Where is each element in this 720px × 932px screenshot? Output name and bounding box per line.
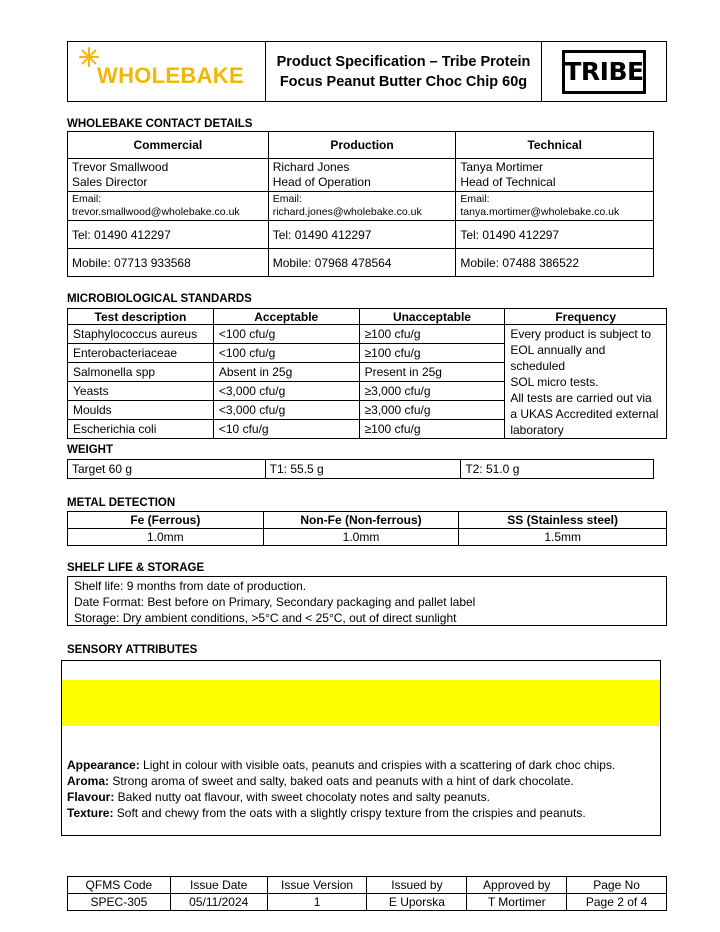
frequency-cell — [505, 325, 667, 439]
unacceptable-value: ≥100 cfu/g — [359, 344, 505, 363]
contact-role: Sales Director — [72, 175, 148, 189]
telephone: Tel: 01490 412297 — [68, 221, 269, 249]
shelf-life-box — [67, 576, 667, 626]
mobile: Mobile: 07968 478564 — [268, 249, 456, 277]
test-name: Salmonella spp — [68, 363, 214, 382]
column-header: Non-Fe (Non-ferrous) — [263, 512, 459, 529]
contact-name: Tanya Mortimer — [460, 160, 544, 174]
contact-section-title: WHOLEBAKE CONTACT DETAILS — [67, 118, 253, 130]
contact-cell — [456, 159, 654, 192]
page-number: Page 2 of 4 — [567, 894, 667, 911]
test-name: Escherichia coli — [68, 420, 214, 439]
sensory-label: Texture: — [67, 806, 114, 820]
issued-by: E Uporska — [367, 894, 467, 911]
footer-header: QFMS Code — [68, 877, 171, 894]
email-label: Email: — [272, 193, 302, 205]
micro-section-title: MICROBIOLOGICAL STANDARDS — [67, 293, 252, 305]
sensory-label: Aroma: — [67, 774, 110, 788]
frequency-line: a UKAS Accredited external — [510, 407, 659, 421]
column-header: Technical — [456, 132, 654, 159]
test-name: Yeasts — [68, 382, 214, 401]
t2-weight: T2: 51.0 g — [461, 460, 654, 479]
email-cell — [68, 192, 269, 221]
weight-table — [67, 459, 654, 479]
document-control-table — [67, 876, 667, 911]
document-title — [266, 42, 542, 101]
tribe-logo-box: TRIBE — [562, 50, 646, 94]
metal-detection-table — [67, 511, 667, 546]
unacceptable-value: ≥100 cfu/g — [359, 420, 505, 439]
unacceptable-value: Present in 25g — [359, 363, 505, 382]
frequency-line: laboratory — [510, 423, 564, 437]
telephone: Tel: 01490 412297 — [456, 221, 654, 249]
unacceptable-value: ≥3,000 cfu/g — [359, 401, 505, 420]
email-cell — [456, 192, 654, 221]
aroma-line — [67, 773, 615, 789]
title-line-1: Product Specification – Tribe Protein — [276, 53, 531, 70]
column-header: Acceptable — [213, 309, 359, 325]
acceptable-value: <3,000 cfu/g — [213, 382, 359, 401]
contact-cell — [68, 159, 269, 192]
email-label: Email: — [460, 193, 490, 205]
column-header: Commercial — [68, 132, 269, 159]
highlight-band — [62, 680, 660, 726]
mobile: Mobile: 07488 386522 — [456, 249, 654, 277]
stainless-value: 1.5mm — [459, 529, 667, 546]
contact-cell — [268, 159, 456, 192]
sensory-description: Soft and chewy from the oats with a slightly crispy texture from the crispies and peanuts. — [113, 806, 586, 820]
email-address: trevor.smallwood@wholebake.co.uk — [72, 206, 240, 218]
contact-role: Head of Operation — [272, 175, 371, 189]
flavour-line — [67, 789, 615, 805]
footer-header: Issue Version — [267, 877, 367, 894]
unacceptable-value: ≥3,000 cfu/g — [359, 382, 505, 401]
target-weight: Target 60 g — [68, 460, 266, 479]
footer-header: Issue Date — [170, 877, 267, 894]
email-address: tanya.mortimer@wholebake.co.uk — [460, 206, 620, 218]
mobile: Mobile: 07713 933568 — [68, 249, 269, 277]
date-format-line: Date Format: Best before on Primary, Secondary packaging and pallet label — [74, 595, 476, 609]
column-header: SS (Stainless steel) — [459, 512, 667, 529]
frequency-line: All tests are carried out via — [510, 391, 652, 405]
column-header: Fe (Ferrous) — [68, 512, 264, 529]
non-ferrous-value: 1.0mm — [263, 529, 459, 546]
appearance-line — [67, 757, 615, 773]
contact-table — [67, 131, 654, 277]
document-header — [67, 41, 667, 102]
frequency-line: SOL micro tests. — [510, 375, 599, 389]
sensory-description: Baked nutty oat flavour, with sweet chocolaty notes and salty peanuts. — [114, 790, 490, 804]
tribe-logo — [542, 42, 666, 101]
contact-name: Trevor Smallwood — [72, 160, 169, 174]
sensory-box — [61, 660, 661, 836]
footer-header: Page No — [567, 877, 667, 894]
acceptable-value: Absent in 25g — [213, 363, 359, 382]
weight-section-title: WEIGHT — [67, 444, 113, 456]
qfms-code: SPEC-305 — [68, 894, 171, 911]
sensory-section-title: SENSORY ATTRIBUTES — [67, 644, 198, 656]
test-name: Staphylococcus aureus — [68, 325, 214, 344]
sparkle-icon — [79, 47, 99, 67]
contact-role: Head of Technical — [460, 175, 556, 189]
footer-header: Issued by — [367, 877, 467, 894]
unacceptable-value: ≥100 cfu/g — [359, 325, 505, 344]
email-cell — [268, 192, 456, 221]
test-name: Moulds — [68, 401, 214, 420]
acceptable-value: <100 cfu/g — [213, 325, 359, 344]
acceptable-value: <3,000 cfu/g — [213, 401, 359, 420]
acceptable-value: <100 cfu/g — [213, 344, 359, 363]
issue-date: 05/11/2024 — [170, 894, 267, 911]
storage-line: Storage: Dry ambient conditions, >5°C and < 25°C, out of direct sunlight — [74, 611, 457, 625]
title-line-2: Focus Peanut Butter Choc Chip 60g — [279, 73, 528, 90]
wholebake-logo — [68, 42, 266, 101]
frequency-line: EOL annually and scheduled — [510, 343, 606, 373]
footer-header: Approved by — [467, 877, 567, 894]
email-address: richard.jones@wholebake.co.uk — [272, 206, 422, 218]
contact-name: Richard Jones — [272, 160, 350, 174]
texture-line — [67, 805, 615, 821]
acceptable-value: <10 cfu/g — [213, 420, 359, 439]
sensory-text — [67, 757, 615, 821]
micro-table — [67, 308, 667, 439]
column-header: Frequency — [505, 309, 667, 325]
issue-version: 1 — [267, 894, 367, 911]
t1-weight: T1: 55.5 g — [265, 460, 461, 479]
metal-section-title: METAL DETECTION — [67, 497, 176, 509]
column-header: Production — [268, 132, 456, 159]
email-label: Email: — [72, 193, 102, 205]
sensory-description: Light in colour with visible oats, peanuts and crispies with a scattering of dark choc chips. — [139, 758, 616, 772]
logo-text: WHOLEBAKE — [97, 63, 244, 88]
telephone: Tel: 01490 412297 — [268, 221, 456, 249]
column-header: Test description — [68, 309, 214, 325]
ferrous-value: 1.0mm — [68, 529, 264, 546]
frequency-line: Every product is subject to — [510, 327, 652, 341]
sensory-label: Appearance: — [67, 758, 140, 772]
sensory-description: Strong aroma of sweet and salty, baked oats and peanuts with a hint of dark chocolate. — [109, 774, 574, 788]
column-header: Unacceptable — [359, 309, 505, 325]
shelf-section-title: SHELF LIFE & STORAGE — [67, 562, 205, 574]
shelf-life-line: Shelf life: 9 months from date of production. — [74, 579, 307, 593]
approved-by: T Mortimer — [467, 894, 567, 911]
test-name: Enterobacteriaceae — [68, 344, 214, 363]
sensory-label: Flavour: — [67, 790, 115, 804]
